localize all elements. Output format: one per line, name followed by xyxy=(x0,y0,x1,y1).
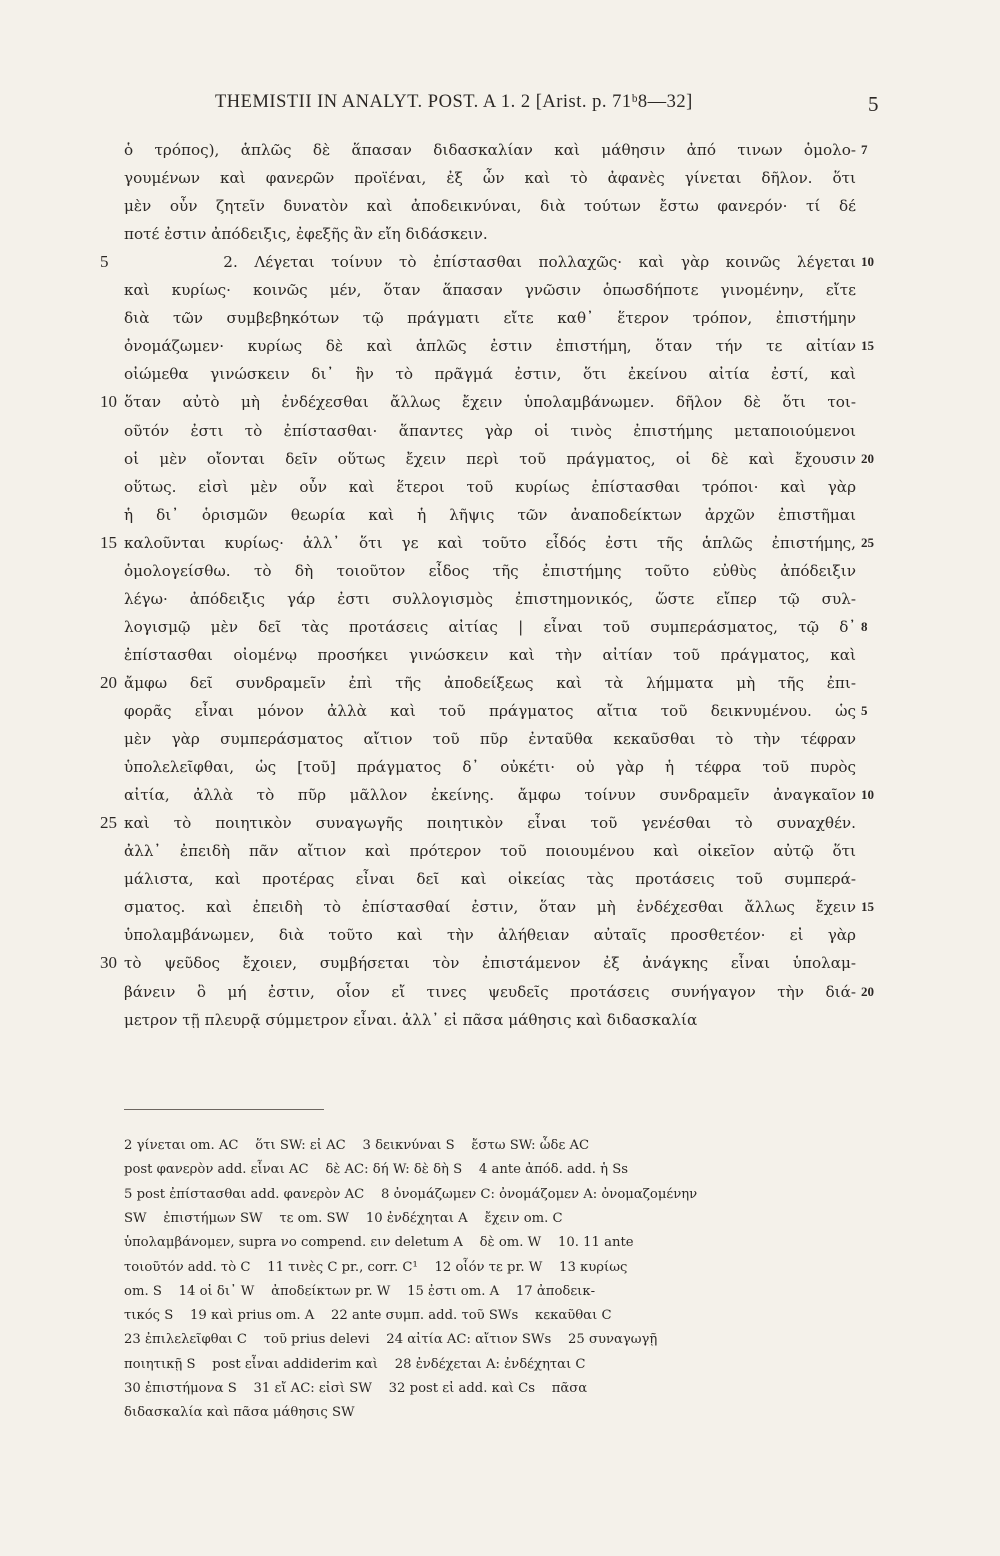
text-line xyxy=(0,809,1000,837)
line-text: λέγω· ἀπόδειξις γάρ ἐστι συλλογισμὸς ἐπιστημονικός, ὥστε εἴπερ τῷ συλ- xyxy=(124,589,856,608)
text-line xyxy=(0,585,1000,613)
text-line xyxy=(0,332,1000,360)
line-number: 10 xyxy=(100,392,117,412)
text-line xyxy=(0,865,1000,893)
apparatus-line: 30 ἐπιστήμονα S 31 εἴ AC: εἰσὶ SW 32 post εἰ add. καὶ Cs πᾶσα xyxy=(124,1381,588,1396)
line-text: οἱ μὲν οἴονται δεῖν οὕτως ἔχειν περὶ τοῦ πράγματος, οἱ δὲ καὶ ἔχουσιν xyxy=(124,449,856,468)
line-text: μὲν οὖν ζητεῖν δυνατὸν καὶ ἀποδεικνύναι, διὰ τούτων ἔστω φανερόν· τί δέ xyxy=(124,197,856,216)
text-line xyxy=(0,753,1000,781)
margin-reference: 20 xyxy=(861,983,874,999)
text-line xyxy=(0,360,1000,388)
margin-reference: 10 xyxy=(861,787,874,803)
line-text: μετρον τῇ πλευρᾷ σύμμετρον εἶναι. ἀλλ᾽ εἰ πᾶσα μάθησις καὶ διδασκαλία xyxy=(124,1010,698,1029)
footnote-rule xyxy=(124,1109,324,1110)
line-text: οἰώμεθα γινώσκειν δι᾽ ἣν τὸ πρᾶγμά ἐστιν, ὅτι ἐκείνου αἰτία ἐστί, καὶ xyxy=(124,365,856,384)
text-line xyxy=(0,1006,1000,1034)
text-line xyxy=(0,837,1000,865)
text-line xyxy=(0,557,1000,585)
text-line xyxy=(0,725,1000,753)
apparatus-line: ὑπολαμβάνομεν, supra νο compend. ειν deletum A δὲ om. W 10. 11 ante xyxy=(124,1235,634,1251)
text-line xyxy=(0,220,1000,248)
line-text: τὸ ψεῦδος ἔχοιεν, συμβήσεται τὸν ἐπιστάμενον ἐξ ἀνάγκης εἶναι ὑπολαμ- xyxy=(124,954,856,973)
apparatus-line: τοιοῦτόν add. τὸ C 11 τινὲς C pr., corr. C¹ 12 οἷόν τε pr. W 13 κυρίως xyxy=(124,1259,628,1275)
margin-reference: 25 xyxy=(861,534,874,550)
line-text: ὁ τρόπος), ἁπλῶς δὲ ἅπασαν διδασκαλίαν καὶ μάθησιν ἀπό τινων ὁμολο- xyxy=(124,141,856,159)
margin-reference: 15 xyxy=(861,899,874,915)
text-line xyxy=(0,781,1000,809)
running-head-title: THEMISTII IN ANALYT. POST. A 1. 2 [Arist. p. 71ᵇ8—32] xyxy=(215,92,693,112)
page-number: 5 xyxy=(868,92,879,116)
text-line xyxy=(0,921,1000,949)
line-text: φορᾶς εἶναι μόνον ἀλλὰ καὶ τοῦ πράγματος αἴτια τοῦ δεικνυμένου. ὡς xyxy=(124,702,856,720)
apparatus-line: διδασκαλία καὶ πᾶσα μάθησις SW xyxy=(124,1405,355,1421)
text-line xyxy=(0,978,1000,1006)
margin-reference: 15 xyxy=(861,338,874,354)
line-text: μάλιστα, καὶ προτέρας εἶναι δεῖ καὶ οἰκείας τὰς προτάσεις τοῦ συμπερά- xyxy=(124,870,856,889)
line-text: μὲν γὰρ συμπεράσματος αἴτιον τοῦ πῦρ ἐνταῦθα κεκαῦσθαι τὸ τὴν τέφραν xyxy=(124,730,856,749)
line-text: ὑπολελεῖφθαι, ὡς [τοῦ] πράγματος δ᾽ οὐκέτι· οὐ γὰρ ἡ τέφρα τοῦ πυρὸς xyxy=(124,758,856,777)
apparatus-line: 5 post ἐπίστασθαι add. φανερὸν AC 8 ὀνομάζωμεν C: ὀνομάζομεν A: ὀνομαζομένην xyxy=(124,1186,698,1202)
line-text: ἐπίστασθαι οἰομένῳ προσήκει γινώσκειν καὶ τὴν αἰτίαν τοῦ πράγματος, καὶ xyxy=(124,645,856,664)
text-line xyxy=(0,949,1000,977)
line-number: 5 xyxy=(100,252,109,272)
margin-reference: 5 xyxy=(861,703,868,718)
line-text: καὶ τὸ ποιητικὸν συναγωγῆς ποιητικὸν εἶναι τοῦ γενέσθαι τὸ συναχθέν. xyxy=(124,814,856,833)
text-line xyxy=(0,276,1000,304)
line-text: βάνειν ὃ μή ἐστιν, οἷον εἴ τινες ψευδεῖς προτάσεις συνήγαγον τὴν διά- xyxy=(124,982,856,1001)
line-text: ἀλλ᾽ ἐπειδὴ πᾶν αἴτιον καὶ πρότερον τοῦ ποιουμένου καὶ οἰκεῖον αὐτῷ ὅτι xyxy=(124,842,856,861)
apparatus-line: τικός S 19 καὶ prius om. A 22 ante συμπ. add. τοῦ SWs κεκαῦθαι C xyxy=(124,1308,612,1324)
line-number: 15 xyxy=(100,532,117,552)
margin-reference: 7 xyxy=(861,142,868,157)
line-text: ὑπολαμβάνωμεν, διὰ τοῦτο καὶ τὴν ἀλήθειαν αὐταῖς προσθετέον· εἰ γὰρ xyxy=(124,926,856,945)
text-line xyxy=(0,641,1000,669)
line-text: σματος. καὶ ἐπειδὴ τὸ ἐπίστασθαί ἐστιν, ὅταν μὴ ἐνδέχεσθαι ἄλλως ἔχειν xyxy=(124,898,856,917)
text-line xyxy=(0,417,1000,445)
text-line xyxy=(0,529,1000,557)
line-text: διὰ τῶν συμβεβηκότων τῷ πράγματι εἴτε καθ᾽ ἕτερον τρόπον, ἐπιστήμην xyxy=(124,309,856,328)
apparatus-line: post φανερὸν add. εἶναι AC δὲ AC: δή W: δὲ δὴ S 4 ante ἀπόδ. add. ἡ Ss xyxy=(124,1162,628,1178)
line-number: 30 xyxy=(100,953,117,973)
line-text: αἰτία, ἀλλὰ τὸ πῦρ μᾶλλον ἐκείνης. ἄμφω τοίνυν συνδραμεῖν ἀναγκαῖον xyxy=(124,786,856,805)
line-number: 25 xyxy=(100,813,117,833)
line-text: ὁμολογείσθω. τὸ δὴ τοιοῦτον εἶδος τῆς ἐπιστήμης τοῦτο εὐθὺς ἀπόδειξιν xyxy=(124,561,856,580)
running-head xyxy=(0,92,1000,122)
line-text: ὀνομάζωμεν· κυρίως δὲ καὶ ἁπλῶς ἐστιν ἐπιστήμη, ὅταν τήν τε αἰτίαν xyxy=(124,337,856,356)
margin-reference: 8 xyxy=(861,618,868,634)
apparatus-line: 23 ἐπιλελεῖφθαι C τοῦ prius delevi 24 αἰτία AC: αἴτιον SWs 25 συναγωγῇ xyxy=(124,1332,658,1348)
line-text: ἡ δι᾽ ὁρισμῶν θεωρία καὶ ἡ λῆψις τῶν ἀναποδείκτων ἀρχῶν ἐπιστῆμαι xyxy=(124,505,856,524)
apparatus-line: 2 γίνεται om. AC ὅτι SW: εἰ AC 3 δεικνύναι S ἔστω SW: ὧδε AC xyxy=(124,1138,590,1153)
text-line xyxy=(0,248,1000,276)
text-line xyxy=(0,136,1000,164)
apparatus-line: ποιητικῇ S post εἶναι addiderim καὶ 28 ἐνδέχεται A: ἐνδέχηται C xyxy=(124,1356,586,1372)
text-line xyxy=(0,893,1000,921)
margin-reference: 20 xyxy=(861,450,874,466)
text-line xyxy=(0,164,1000,192)
line-text: οῦτόν ἐστι τὸ ἐπίστασθαι· ἅπαντες γὰρ οἱ τινὸς ἐπιστήμης μεταποιούμενοι xyxy=(124,421,856,440)
apparatus-line: om. S 14 οἱ δι᾽ W ἀποδείκτων pr. W 15 ἐστι om. A 17 ἀποδεικ- xyxy=(124,1283,596,1299)
line-text: καὶ κυρίως· κοινῶς μέν, ὅταν ἅπασαν γνῶσιν ὁπωσδήποτε γινομένην, εἴτε xyxy=(124,281,856,300)
apparatus-line: SW ἐπιστήμων SW τε om. SW 10 ἐνδέχηται A ἔχειν om. C xyxy=(124,1210,563,1226)
text-line xyxy=(0,501,1000,529)
line-text: ἄμφω δεῖ συνδραμεῖν ἐπὶ τῆς ἀποδείξεως καὶ τὰ λήμματα μὴ τῆς ἐπι- xyxy=(124,673,856,692)
margin-reference: 10 xyxy=(861,254,874,270)
text-line xyxy=(0,613,1000,641)
line-text: ποτέ ἐστιν ἀπόδειξις, ἐφεξῆς ἂν εἴη διδάσκειν. xyxy=(124,225,488,244)
text-line xyxy=(0,192,1000,220)
text-line xyxy=(0,669,1000,697)
text-line xyxy=(0,445,1000,473)
line-text: 2. Λέγεται τοίνυν τὸ ἐπίστασθαι πολλαχῶς· καὶ γὰρ κοινῶς λέγεται xyxy=(124,253,856,272)
text-line xyxy=(0,304,1000,332)
line-text: γουμένων καὶ φανερῶν προϊέναι, ἐξ ὧν καὶ τὸ ἀφανὲς γίνεται δῆλον. ὅτι xyxy=(124,169,856,188)
text-line xyxy=(0,473,1000,501)
line-text: ὅταν αὐτὸ μὴ ἐνδέχεσθαι ἄλλως ἔχειν ὑπολαμβάνωμεν. δῆλον δὲ ὅτι τοι- xyxy=(124,393,856,412)
line-text: οὕτως. εἰσὶ μὲν οὖν καὶ ἕτεροι τοῦ κυρίως ἐπίστασθαι τρόποι· καὶ γὰρ xyxy=(124,477,856,496)
line-text: λογισμῷ μὲν δεῖ τὰς προτάσεις αἰτίας | εἶναι τοῦ συμπεράσματος, τῷ δ᾽ xyxy=(124,617,856,636)
line-text: καλοῦνται κυρίως· ἀλλ᾽ ὅτι γε καὶ τοῦτο εἶδός ἐστι τῆς ἁπλῶς ἐπιστήμης, xyxy=(124,533,856,552)
text-line xyxy=(0,697,1000,725)
line-number: 20 xyxy=(100,672,117,692)
text-line xyxy=(0,388,1000,416)
